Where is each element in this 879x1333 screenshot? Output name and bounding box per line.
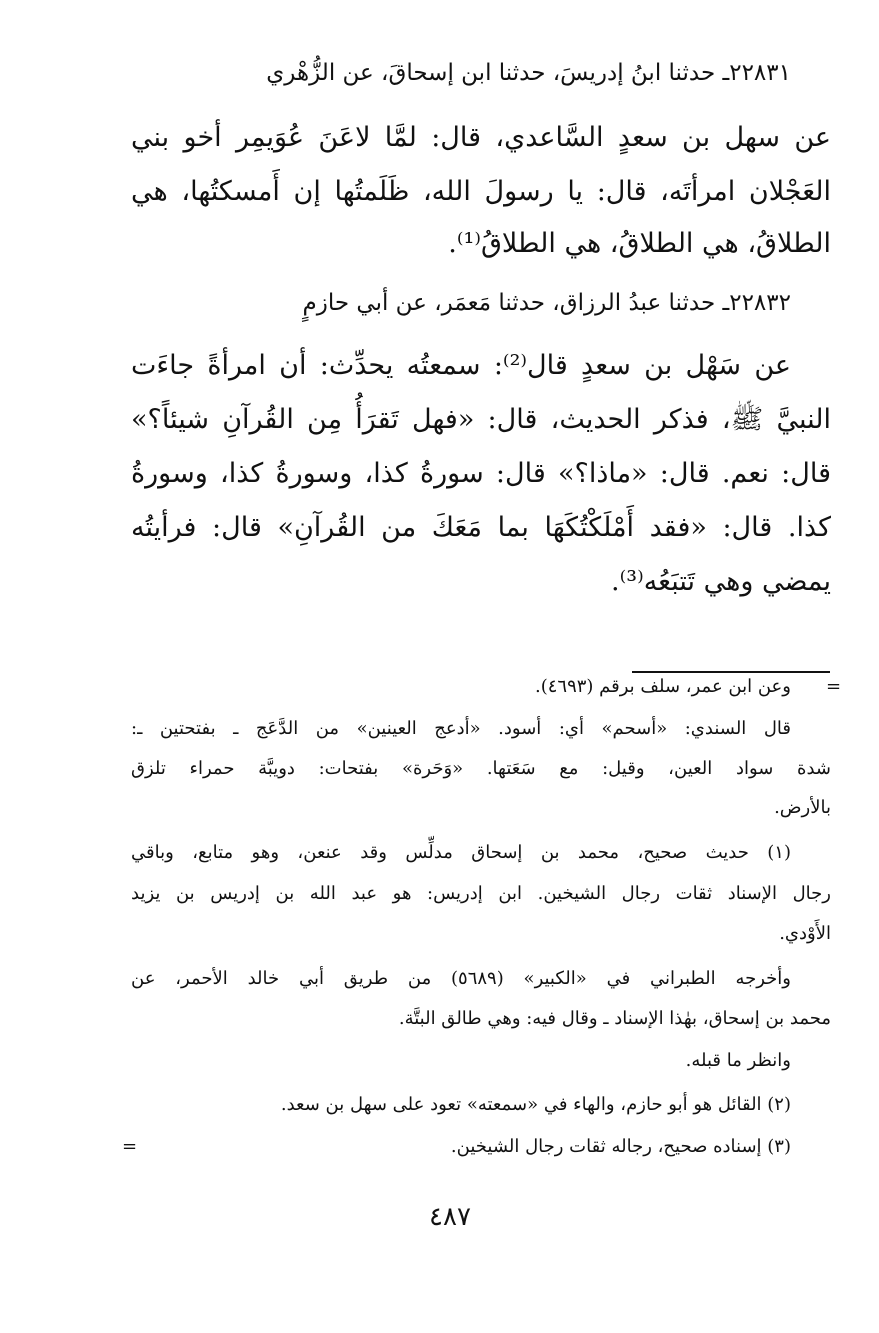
hadith-22831-line-2: العَجْلان امرأتَه، قال: يا رسولَ الله، ظَلَمتُها إن أَمسكتُها، هي <box>131 176 831 207</box>
hadith-22832-line-4: كذا. قال: «فقد أَمْلَكْتُكَهَا بما مَعَكَ من القُرآنِ» قال: فرأيتُه <box>131 512 831 543</box>
footnote-line: شدة سواد العين، وقيل: مع سَعَتها. «وَحَرة» بفتحات: دويبَّة حمراء تلزق <box>131 758 831 779</box>
footnote-line: محمد بن إسحاق، بهٰذا الإسناد ـ وقال فيه: وهي طالق البتَّة. <box>398 1008 831 1029</box>
footnote-end-mark: = <box>122 1136 138 1157</box>
hadith-22831-header: ٢٢٨٣١ـ حدثنا ابنُ إدريسَ، حدثنا ابن إسحاقَ، عن الزُّهْري <box>266 60 791 86</box>
hadith-22831-line-1: عن سهل بن سعدٍ السَّاعدي، قال: لمَّا لاعَنَ عُوَيمِر أخو بني <box>131 122 831 153</box>
hadith-22831-line-3: الطلاقُ، هي الطلاقُ، هي الطلاقُ⁽¹⁾. <box>448 228 831 259</box>
footnote-line: وأخرجه الطبراني في «الكبير» (٥٦٨٩) من طريق أبي خالد الأحمر، عن <box>131 968 791 989</box>
hadith-22832-line-1: عن سَهْل بن سعدٍ قال⁽²⁾: سمعتُه يحدِّث: أن امرأةً جاءَت <box>131 350 791 381</box>
footnote-line: (٣) إسناده صحيح، رجاله ثقات رجال الشيخين. <box>450 1136 791 1157</box>
footnote-line: وعن ابن عمر، سلف برقم (٤٦٩٣). <box>535 676 791 697</box>
footnote-line: قال السندي: «أسحم» أي: أسود. «أدعج العينين» من الدَّعَج ـ بفتحتين ـ: <box>131 718 791 739</box>
footnote-line: (١) حديث صحيح، محمد بن إسحاق مدلِّس وقد عنعن، وهو متابع، وباقي <box>131 842 791 863</box>
footnote-continuation-mark: = <box>826 676 842 697</box>
footnote-line: رجال الإسناد ثقات رجال الشيخين. ابن إدريس: هو عبد الله بن إدريس بن يزيد <box>131 883 831 904</box>
footnote-line: (٢) القائل هو أبو حازم، والهاء في «سمعته» تعود على سهل بن سعد. <box>280 1094 791 1115</box>
footnote-line: الأَوْدي. <box>779 923 831 944</box>
hadith-22832-header: ٢٢٨٣٢ـ حدثنا عبدُ الرزاق، حدثنا مَعمَر، عن أبي حازمٍ <box>302 290 791 316</box>
hadith-22832-line-5: يمضي وهي تَتبَعُه⁽³⁾. <box>611 566 831 597</box>
footnote-divider <box>632 671 830 673</box>
footnote-line: وانظر ما قبله. <box>685 1050 791 1071</box>
page-number: ٤٨٧ <box>429 1202 471 1232</box>
hadith-22832-line-3: قال: نعم. قال: «ماذا؟» قال: سورةُ كذا، وسورةُ كذا، وسورةُ <box>131 458 831 489</box>
hadith-22832-line-2: النبيَّ ﷺ، فذكر الحديث، قال: «فهل تَقرَأُ مِن القُرآنِ شيئاً؟» <box>131 404 831 435</box>
footnote-line: بالأرض. <box>774 797 831 818</box>
